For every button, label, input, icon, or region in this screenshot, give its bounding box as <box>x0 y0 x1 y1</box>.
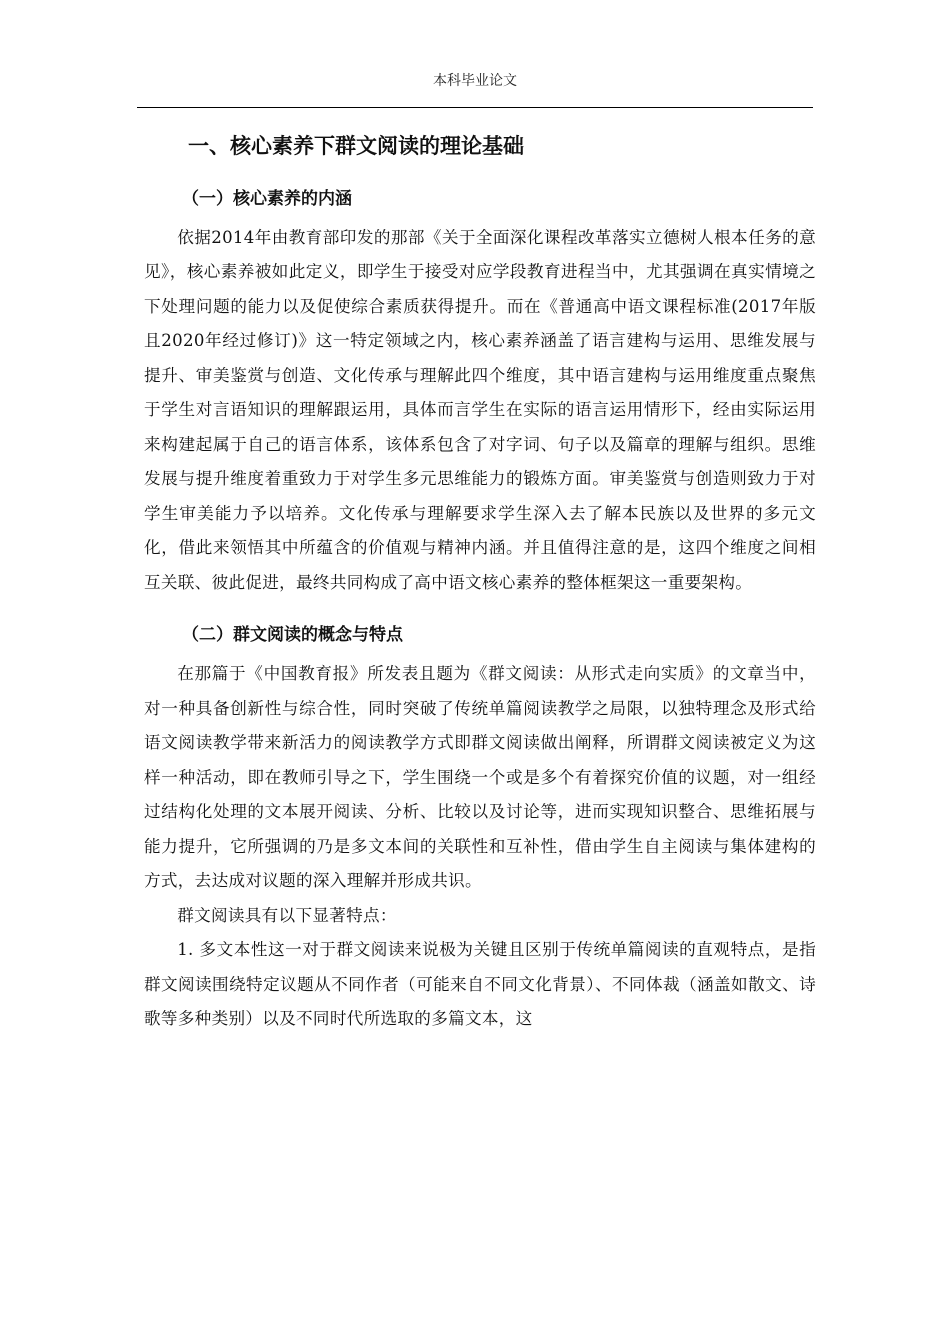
chapter-heading: 一、核心素养下群文阅读的理论基础 <box>188 134 524 158</box>
subsection-heading-2: （二）群文阅读的概念与特点 <box>182 625 403 646</box>
page-body <box>144 120 816 1037</box>
subsection-heading-1: （一）核心素养的内涵 <box>182 188 352 209</box>
header-divider <box>137 107 813 108</box>
features-intro: 群文阅读具有以下显著特点： <box>177 905 397 925</box>
paragraph-group-reading-concept: 在那篇于《中国教育报》所发表且题为《群文阅读：从形式走向实质》的文章当中，对一种具备创新性与综合性，同时突破了传统单篇阅读教学之局限，以独特理念及形式给语文阅读教学带来新活力的阅读教学方式即群文阅读做出阐释，所谓群文阅读被定义为这样一种活动，即在教师引导之下，学生围绕一个或是多个有着探究价值的议题，对一组经过结构化处理的文本展开阅读、分析、比较以及讨论等，进而实现知识整合、思维拓展与能力提升，它所强调的乃是多文本间的关联性和互补性，借由学生自主阅读与集体建构的方式，去达成对议题的深入理解并形成共识。 <box>144 664 816 891</box>
feature-item-1: 1. 多文本性这一对于群文阅读来说极为关键且区别于传统单篇阅读的直观特点，是指群文阅读围绕特定议题从不同作者（可能来自不同文化背景）、不同体裁（涵盖如散文、诗歌等多种类别）以及不同时代所选取的多篇文本，这 <box>144 940 816 1029</box>
running-header: 本科毕业论文 <box>433 73 517 89</box>
paragraph-core-literacy: 依据2014年由教育部印发的那部《关于全面深化课程改革落实立德树人根本任务的意见》，核心素养被如此定义，即学生于接受对应学段教育进程当中，尤其强调在真实情境之下处理问题的能力以及促使综合素质获得提升。而在《普通高中语文课程标准(2017年版且2020年经过修订)》这一特定领域之内，核心素养涵盖了语言建构与运用、思维发展与提升、审美鉴赏与创造、文化传承与理解此四个维度，其中语言建构与运用维度重点聚焦于学生对言语知识的理解跟运用，具体而言学生在实际的语言运用情形下，经由实际运用来构建起属于自己的语言体系，该体系包含了对字词、句子以及篇章的理解与组织。思维发展与提升维度着重致力于对学生多元思维能力的锻炼方面。审美鉴赏与创造则致力于对学生审美能力予以培养。文化传承与理解要求学生深入去了解本民族以及世界的多元文化，借此来领悟其中所蕴含的价值观与精神内涵。并且值得注意的是，这四个维度之间相互关联、彼此促进，最终共同构成了高中语文核心素养的整体框架这一重要架构。 <box>144 227 816 592</box>
